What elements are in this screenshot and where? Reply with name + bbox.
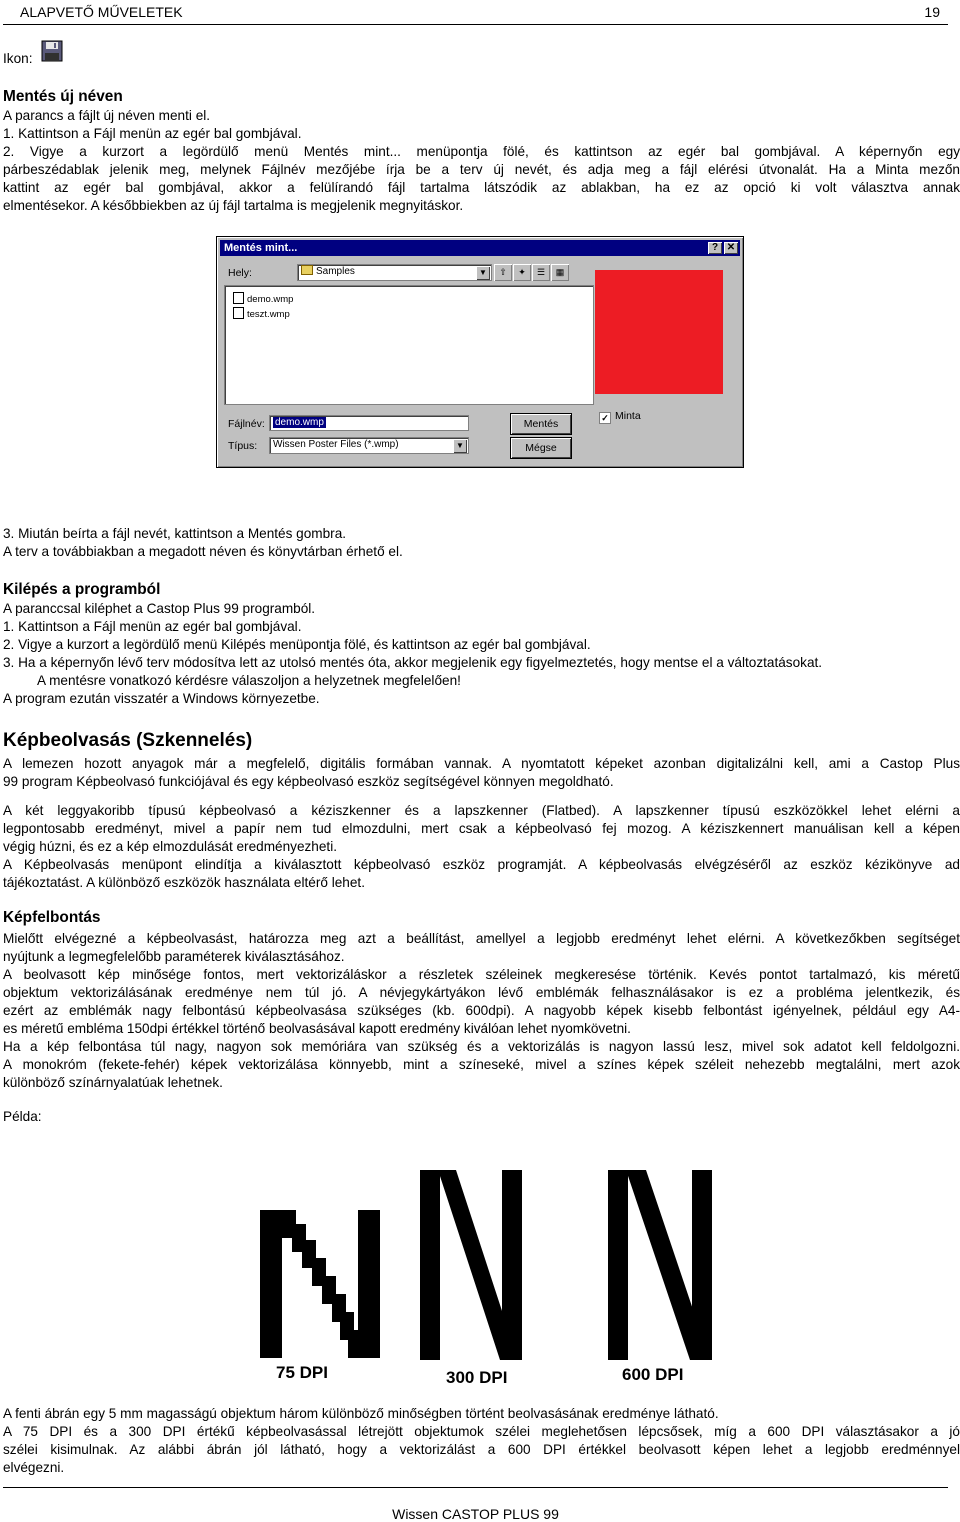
scan-p3: A Képbeolvasás menüpont elindítja a kiválasztott képbeolvasó eszköz programját. A képbeolvasás elvégzéséről az eszköz kézikönyve ad (3, 857, 960, 872)
example-label: Példa: (3, 1109, 42, 1124)
exit-outro: A program ezután visszatér a Windows környezetbe. (3, 691, 320, 706)
scan-heading: Képbeolvasás (Szkennelés) (3, 730, 253, 751)
save-as-step-2-cont2: kattint az egér bal gombjával, akkor a felülírandó fájl tartalma látszódik az ablakban, ha ez az opció ki volt választva annak (3, 180, 960, 195)
file-item[interactable]: teszt.wmp (233, 307, 290, 320)
resolution-line: nyújtunk a legmegfelelőbb paraméterek kiválasztásához. (3, 949, 345, 964)
resolution-line: Ha a kép felbontása túl nagy, nagyon sok memóriára van szükség és a vektorizálás is nagyon lassú lesz, mivel sok adatot kell feldolgozni. (3, 1039, 960, 1054)
exit-step-2: 2. Vigye a kurzort a legördülő menü Kilépés menüpontja fölé, és kattintson az egér bal gombjával. (3, 637, 591, 652)
type-combo[interactable] (269, 437, 469, 454)
exit-intro: A paranccsal kiléphet a Castop Plus 99 programból. (3, 601, 316, 616)
file-list[interactable] (224, 285, 594, 405)
save-as-intro: A parancs a fájlt új néven menti el. (3, 108, 211, 123)
chevron-down-icon[interactable]: ▼ (453, 439, 467, 453)
resolution-line: ezért az emblémák nagy felbontású képbeolvasása szükséges (kb. 600dpi). A nagyobb képek kisebb felbontást igényelnek, például egy A4- (3, 1003, 960, 1018)
exit-heading: Kilépés a programból (3, 581, 161, 598)
dpi-label-600: 600 DPI (622, 1365, 684, 1384)
chevron-down-icon[interactable]: ▼ (476, 266, 490, 280)
n-300dpi (420, 1170, 522, 1360)
file-item[interactable]: demo.wmp (233, 292, 293, 305)
save-as-step-3: 3. Miután beírta a fájl nevét, kattintson a Mentés gombra. (3, 526, 347, 541)
list-view-icon[interactable]: ☰ (532, 264, 550, 281)
exit-step-1: 1. Kattintson a Fájl menün az egér bal gombjával. (3, 619, 302, 634)
file-icon (233, 292, 244, 304)
example-text-cont2: elvégezni. (3, 1460, 65, 1475)
scan-p1: A lemezen hozott anyagok már a megfelelő, digitális formában vannak. A nyomtatott képeket azonban digitalizálni kell, ami a Castop Plus (3, 756, 960, 771)
page-footer (3, 1487, 948, 1522)
preview-checkbox[interactable]: ✓ Minta (599, 410, 641, 424)
location-value: Samples (316, 266, 355, 277)
checkmark-icon: ✓ (599, 412, 611, 424)
preview-area (595, 270, 723, 394)
type-value: Wissen Poster Files (*.wmp) (273, 439, 399, 450)
dialog-title: Mentés mint... (224, 242, 298, 254)
dpi-comparison-figure (240, 1140, 740, 1390)
close-button[interactable]: ✕ (724, 242, 738, 254)
save-as-step-2-cont3: elmentésekor. A későbbiekben az új fájl tartalma is megjelenik megnyitáskor. (3, 198, 464, 213)
save-floppy-icon (41, 40, 63, 62)
page-number: 19 (924, 4, 940, 20)
exit-step-3: 3. Ha a képernyőn lévő terv módosítva lett az utolsó mentés óta, akkor megjelenik egy figyelmeztetés, hogy mentse el a változtatásokat. (3, 655, 823, 670)
n-600dpi (608, 1170, 712, 1360)
filename-label: Fájlnév: (228, 418, 265, 430)
resolution-line: Mielőtt elvégezné a képbeolvasást, határozza meg azt a beállítást, amellyel a legjobb eredményt lehet elérni. A következőkben segítséget (3, 931, 960, 946)
up-folder-icon[interactable]: ⇧ (494, 264, 512, 281)
filename-value: demo.wmp (275, 417, 324, 428)
file-icon (233, 307, 244, 319)
resolution-line: A beolvasott kép minősége fontos, mert vektorizáláskor a részletek széleinek megkeresése történik. Kevés pontot tartalmazó, kis méretű (3, 967, 960, 982)
resolution-line: különböző színárnyalatúak lehetnek. (3, 1075, 223, 1090)
new-folder-icon[interactable]: ✦ (513, 264, 531, 281)
example-text-cont: szélei kisimulnak. Az alábbi ábrán jól látható, hogy a vektorizálást a 600 DPI értékkel beolvasott képen lehet a legjobb eredménnyel (3, 1442, 960, 1457)
type-label: Típus: (228, 440, 258, 452)
example-text: A 75 DPI és a 300 DPI értékű képbeolvasással létrejött objektumok szélei meglehetősen lépcsősek, míg a 600 DPI választásakor a jó (3, 1424, 960, 1439)
help-button[interactable]: ? (708, 242, 722, 254)
folder-icon (301, 265, 313, 275)
scan-p3-cont: tájékoztatást. A különböző eszközök használata eltérő lehet. (3, 875, 365, 890)
example-caption: A fenti ábrán egy 5 mm magasságú objektum három különböző minőségben történt beolvasásának eredménye látható. (3, 1406, 719, 1421)
scan-p1-cont: 99 program Képbeolvasó funkciójával és egy képbeolvasó eszköz segítségével könnyen megoldható. (3, 774, 614, 789)
dpi-label-75: 75 DPI (276, 1363, 328, 1382)
scan-p2: A két leggyakoribb típusú képbeolvasó a kéziszkenner és a lapszkenner (Flatbed). A lapszkenner típusú eszközökkel lehet elérni a (3, 803, 960, 818)
resolution-heading: Képfelbontás (3, 909, 101, 926)
save-as-dialog (216, 236, 744, 468)
details-view-icon[interactable]: ▦ (551, 264, 569, 281)
footer-text: Wissen CASTOP PLUS 99 (392, 1506, 559, 1522)
page-header (3, 0, 948, 25)
chapter-title: ALAPVETŐ MŰVELETEK (20, 4, 183, 20)
resolution-line: A monokróm (fekete-fehér) képek vektorizálása könnyebb, mint a színeseké, mivel a színes képek széleit nehezebb megtalálni, mert azok (3, 1057, 960, 1072)
dpi-label-300: 300 DPI (446, 1368, 508, 1387)
save-as-step-2: 2. Vigye a kurzort a legördülő menü Mentés mint... menüpontja fölé, és kattintson az egér bal gombjával. A képernyőn egy (3, 144, 960, 159)
save-button[interactable]: Mentés (511, 414, 571, 434)
dialog-titlebar (220, 240, 740, 256)
save-as-step-1: 1. Kattintson a Fájl menün az egér bal gombjával. (3, 126, 302, 141)
location-label: Hely: (228, 267, 252, 279)
exit-step-3-cont: A mentésre vonatkozó kérdésre válaszoljon a helyzetnek megfelelően! (37, 673, 461, 688)
n-75dpi (260, 1210, 380, 1358)
scan-p2-cont: legpontosabb eredményt, mivel a papír nem tud elmozdulni, mert csak a képbeolvasó fej mozog. A kéziszkennert manuálisan kell a képen (3, 821, 960, 836)
icon-line (3, 50, 960, 68)
scan-p2-cont2: végig húzni, és ez a kép elmozdulását eredményezheti. (3, 839, 337, 854)
save-as-outro: A terv a továbbiakban a megadott néven és könyvtárban érhető el. (3, 544, 403, 559)
cancel-button[interactable]: Mégse (511, 438, 571, 458)
filename-input[interactable] (269, 415, 469, 431)
save-as-heading: Mentés új néven (3, 88, 123, 105)
icon-label: Ikon: (3, 51, 33, 66)
resolution-line: es méretű embléma 150dpi értékkel történő beolvasásával kapott eredmény kiválóan lehet nyomkövetni. (3, 1021, 631, 1036)
location-combo[interactable] (297, 264, 492, 281)
save-as-step-2-cont: párbeszédablak jelenik meg, melynek Fájlnév mezőjébe írja be a terv új nevét, és adja meg a fájl elérési útvonalát. Ha a Minta mezőn (3, 162, 960, 177)
resolution-line: objektum vektorizálásának eredménye nem túl jó. A névjegykártyákon lévő emblémák felhasználásakor is ez a probléma jelentkezik, és (3, 985, 960, 1000)
